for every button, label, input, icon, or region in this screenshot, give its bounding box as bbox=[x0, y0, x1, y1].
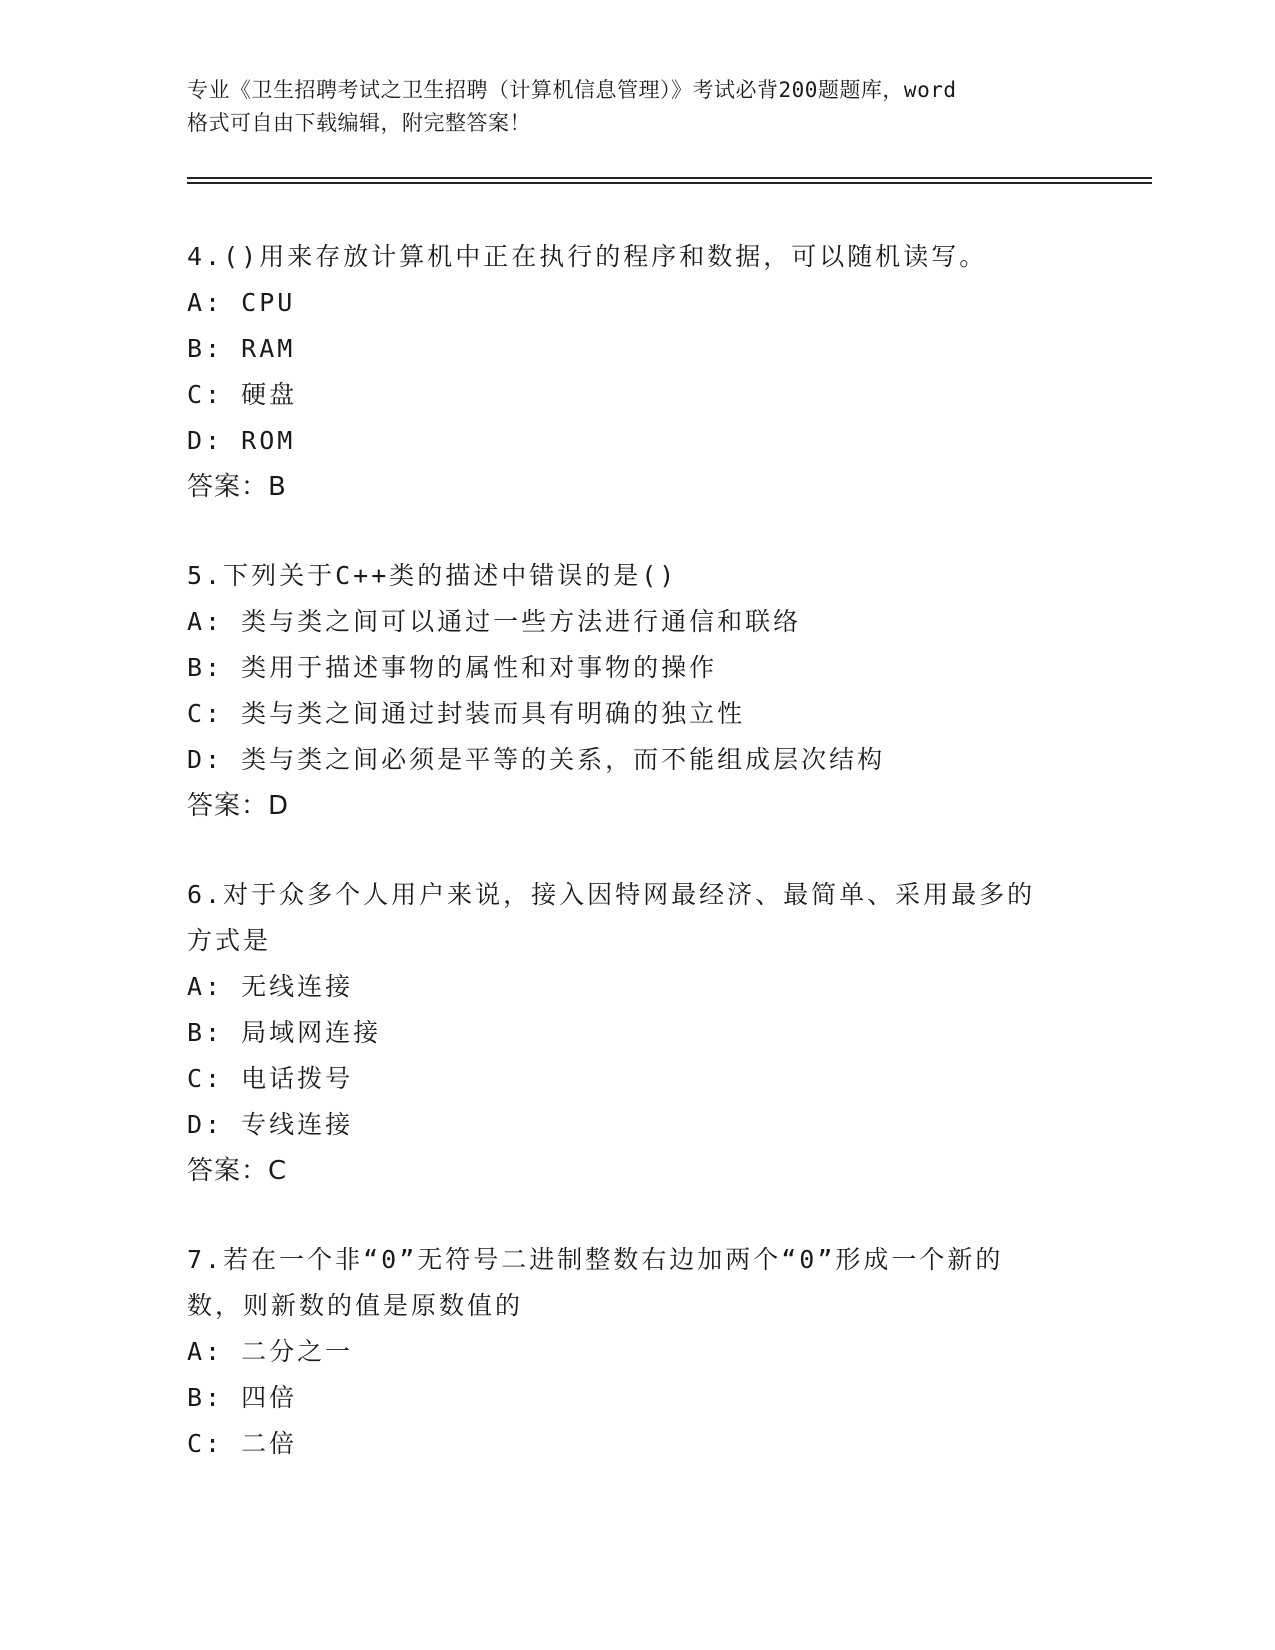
answer-line: 答案：D bbox=[187, 791, 290, 821]
header-divider-bottom bbox=[187, 182, 1152, 184]
question-stem: 7.若在一个非“0”无符号二进制整数右边加两个“0”形成一个新的 bbox=[187, 1245, 1004, 1274]
header-line-1: 专业《卫生招聘考试之卫生招聘（计算机信息管理）》考试必背200题题库，word bbox=[187, 78, 957, 102]
question-5 bbox=[187, 553, 1087, 829]
question-stem: 5.下列关于C++类的描述中错误的是() bbox=[187, 561, 678, 590]
option-c: C: 类与类之间通过封装而具有明确的独立性 bbox=[187, 699, 746, 728]
option-b: B: 局域网连接 bbox=[187, 1018, 382, 1047]
option-b: B: 类用于描述事物的属性和对事物的操作 bbox=[187, 653, 718, 682]
option-d: D: ROM bbox=[187, 426, 296, 455]
option-a: A: 无线连接 bbox=[187, 972, 354, 1001]
option-c: C: 硬盘 bbox=[187, 380, 298, 409]
document-header bbox=[187, 74, 1087, 140]
question-stem: 4.()用来存放计算机中正在执行的程序和数据，可以随机读写。 bbox=[187, 242, 988, 271]
question-stem: 6.对于众多个人用户来说，接入因特网最经济、最简单、采用最多的 bbox=[187, 880, 1036, 909]
question-7 bbox=[187, 1237, 1087, 1467]
header-divider-top bbox=[187, 177, 1152, 179]
option-d: D: 专线连接 bbox=[187, 1110, 354, 1139]
option-b: B: RAM bbox=[187, 334, 296, 363]
option-b: B: 四倍 bbox=[187, 1383, 298, 1412]
option-a: A: 类与类之间可以通过一些方法进行通信和联络 bbox=[187, 607, 802, 636]
question-6 bbox=[187, 872, 1087, 1194]
option-c: C: 二倍 bbox=[187, 1429, 298, 1458]
option-c: C: 电话拨号 bbox=[187, 1064, 354, 1093]
option-a: A: 二分之一 bbox=[187, 1337, 354, 1366]
answer-line: 答案：B bbox=[187, 472, 287, 502]
header-line-2: 格式可自由下载编辑，附完整答案！ bbox=[187, 111, 531, 135]
question-stem-continued: 方式是 bbox=[187, 926, 272, 955]
answer-line: 答案：C bbox=[187, 1156, 288, 1186]
question-stem-continued: 数，则新数的值是原数值的 bbox=[187, 1291, 524, 1320]
question-4 bbox=[187, 234, 1087, 510]
option-d: D: 类与类之间必须是平等的关系，而不能组成层次结构 bbox=[187, 745, 886, 774]
option-a: A: CPU bbox=[187, 288, 296, 317]
